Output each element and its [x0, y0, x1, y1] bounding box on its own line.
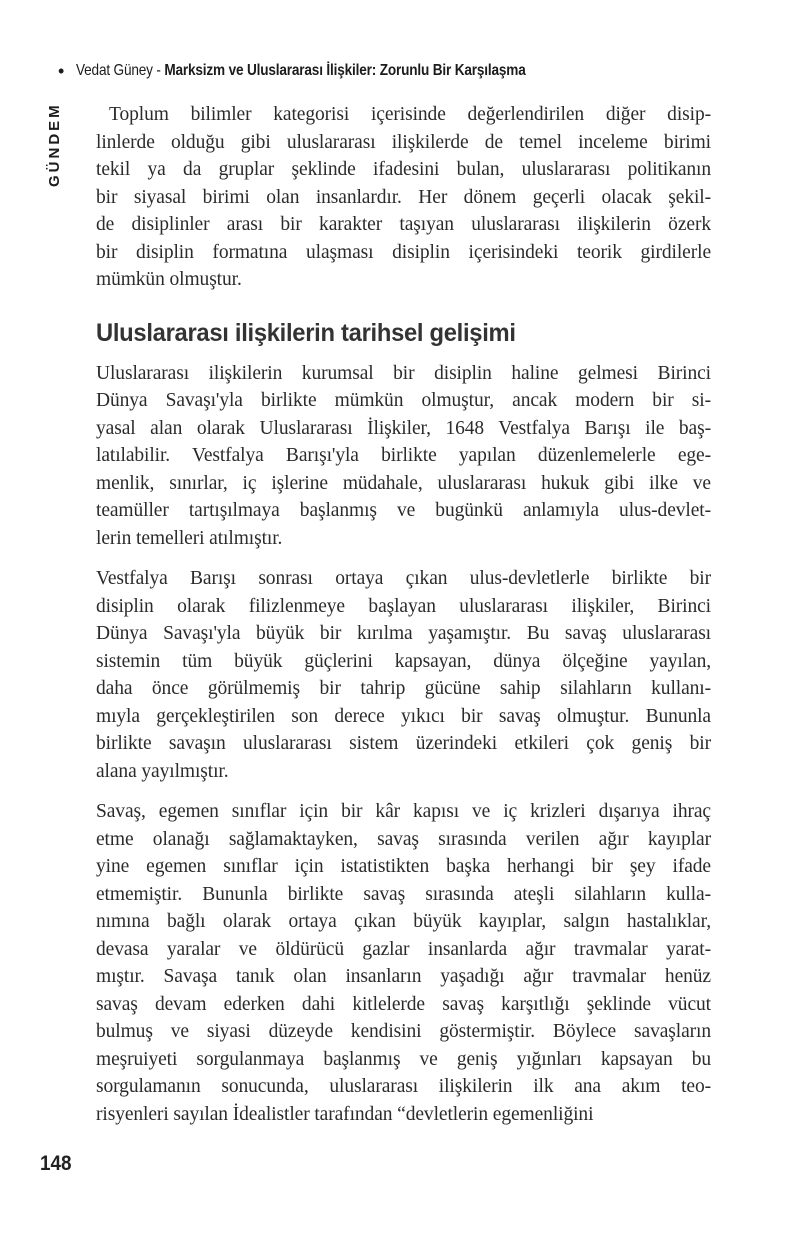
text-line: Savaş, egemen sınıflar için bir kâr kapısı ve iç krizleri dışarıya ihraç — [96, 801, 711, 822]
text-line: latılabilir. Vestfalya Barışı'yla birlikte yapılan düzenlemelerle ege- — [96, 445, 711, 466]
text-line: tekil ya da gruplar şeklinde ifadesini bulan, uluslararası politikanın — [96, 159, 711, 180]
text-line: daha önce görülmemiş bir tahrip gücüne sahip silahların kullanı- — [96, 678, 711, 699]
text-line: devasa yaralar ve öldürücü gazlar insanlarda ağır travmalar yarat- — [96, 938, 711, 960]
text-line: de disiplinler arası bir karakter taşıyan uluslararası ilişkilerin özerk — [96, 214, 711, 235]
text-line: mümkün olmuştur. — [96, 269, 242, 290]
text-line: mıştır. Savaşa tanık olan insanların yaşadığı ağır travmalar henüz — [96, 966, 711, 987]
text-line: yasal alan olarak Uluslararası İlişkiler, 1648 Vestfalya Barışı ile baş- — [96, 417, 711, 439]
content-flow — [96, 101, 711, 1141]
text-line: yine egemen sınıflar için istatistikten başka herhangi bir şey ifade — [96, 856, 711, 877]
text-line: bir siyasal birimi olan insanlardır. Her dönem geçerli olacak şekil- — [96, 186, 711, 208]
running-header-text — [76, 62, 526, 80]
text-line: nımına bağlı olarak ortaya çıkan büyük kayıplar, salgın hastalıklar, — [96, 911, 711, 932]
text-line: Uluslararası ilişkilerin kurumsal bir disiplin haline gelmesi Birinci — [96, 362, 711, 384]
text-line: teamüller tartışılmaya başlanmış ve bugünkü anlamıyla ulus-devlet- — [96, 500, 711, 521]
text-line: etme olanağı sağlamaktayken, savaş sırasında verilen ağır kayıplar — [96, 828, 711, 850]
section-label-vertical: GÜNDEM — [46, 102, 63, 187]
text-line: sorgulamanın sonucunda, uluslararası ilişkilerin ilk ana akım teo- — [96, 1076, 711, 1097]
text-line: menlik, sınırlar, iç işlerine müdahale, uluslararası hukuk gibi ilke ve — [96, 472, 711, 494]
text-line: birlikte savaşın uluslararası sistem üzerindeki etkileri çok geniş bir — [96, 733, 711, 754]
text-line: bir disiplin formatına ulaşması disiplin içerisindeki teorik girdilerle — [96, 241, 711, 263]
section-heading: Uluslararası ilişkilerin tarihsel gelişimi — [96, 318, 516, 347]
text-line: savaş devam ederken dahi kitlelerde savaş karşıtlığı şeklinde vücut — [96, 993, 711, 1015]
running-header — [58, 62, 605, 80]
text-line: meşruiyeti sorgulanmaya başlanmış ve geniş yığınları kapsayan bu — [96, 1048, 711, 1070]
paragraph — [96, 360, 711, 553]
text-line: disiplin olarak filizlenmeye başlayan uluslararası ilişkiler, Birinci — [96, 595, 711, 617]
bullet-icon: • — [58, 61, 65, 81]
text-line: Dünya Savaşı'yla büyük bir kırılma yaşamıştır. Bu savaş uluslararası — [96, 623, 711, 644]
text-line: lerin temelleri atılmıştır. — [96, 527, 283, 549]
paragraph — [96, 798, 711, 1128]
text-line: alana yayılmıştır. — [96, 760, 229, 782]
text-line: Vestfalya Barışı sonrası ortaya çıkan ulus-devletlerle birlikte bir — [96, 568, 711, 589]
text-line: bulmuş ve siyasi düzeyde kendisini göstermiştir. Böylece savaşların — [96, 1021, 711, 1042]
text-line: mıyla gerçekleştirilen son derece yıkıcı bir savaş olmuştur. Bununla — [96, 705, 711, 727]
header-book-title: Marksizm ve Uluslararası İlişkiler: Zorunlu Bir Karşılaşma — [164, 62, 526, 79]
text-line: Dünya Savaşı'yla birlikte mümkün olmuştur, ancak modern bir si- — [96, 390, 711, 411]
text-line: Toplum bilimler kategorisi içerisinde değerlendirilen diğer disip- — [109, 104, 711, 125]
page-number: 148 — [40, 1152, 72, 1175]
paragraph — [96, 565, 711, 785]
paragraph — [96, 101, 711, 294]
text-line: linlerde olduğu gibi uluslararası ilişkilerde de temel inceleme birimi — [96, 131, 711, 153]
text-line: etmemiştir. Bununla birlikte savaş sırasında ateşli silahların kulla- — [96, 883, 711, 905]
header-author: Vedat Güney - — [76, 62, 165, 79]
text-line: risyenleri sayılan İdealistler tarafından “devletlerin egemenliğini — [96, 1103, 594, 1125]
text-line: sistemin tüm büyük güçlerini kapsayan, dünya ölçeğine yayılan, — [96, 650, 711, 672]
